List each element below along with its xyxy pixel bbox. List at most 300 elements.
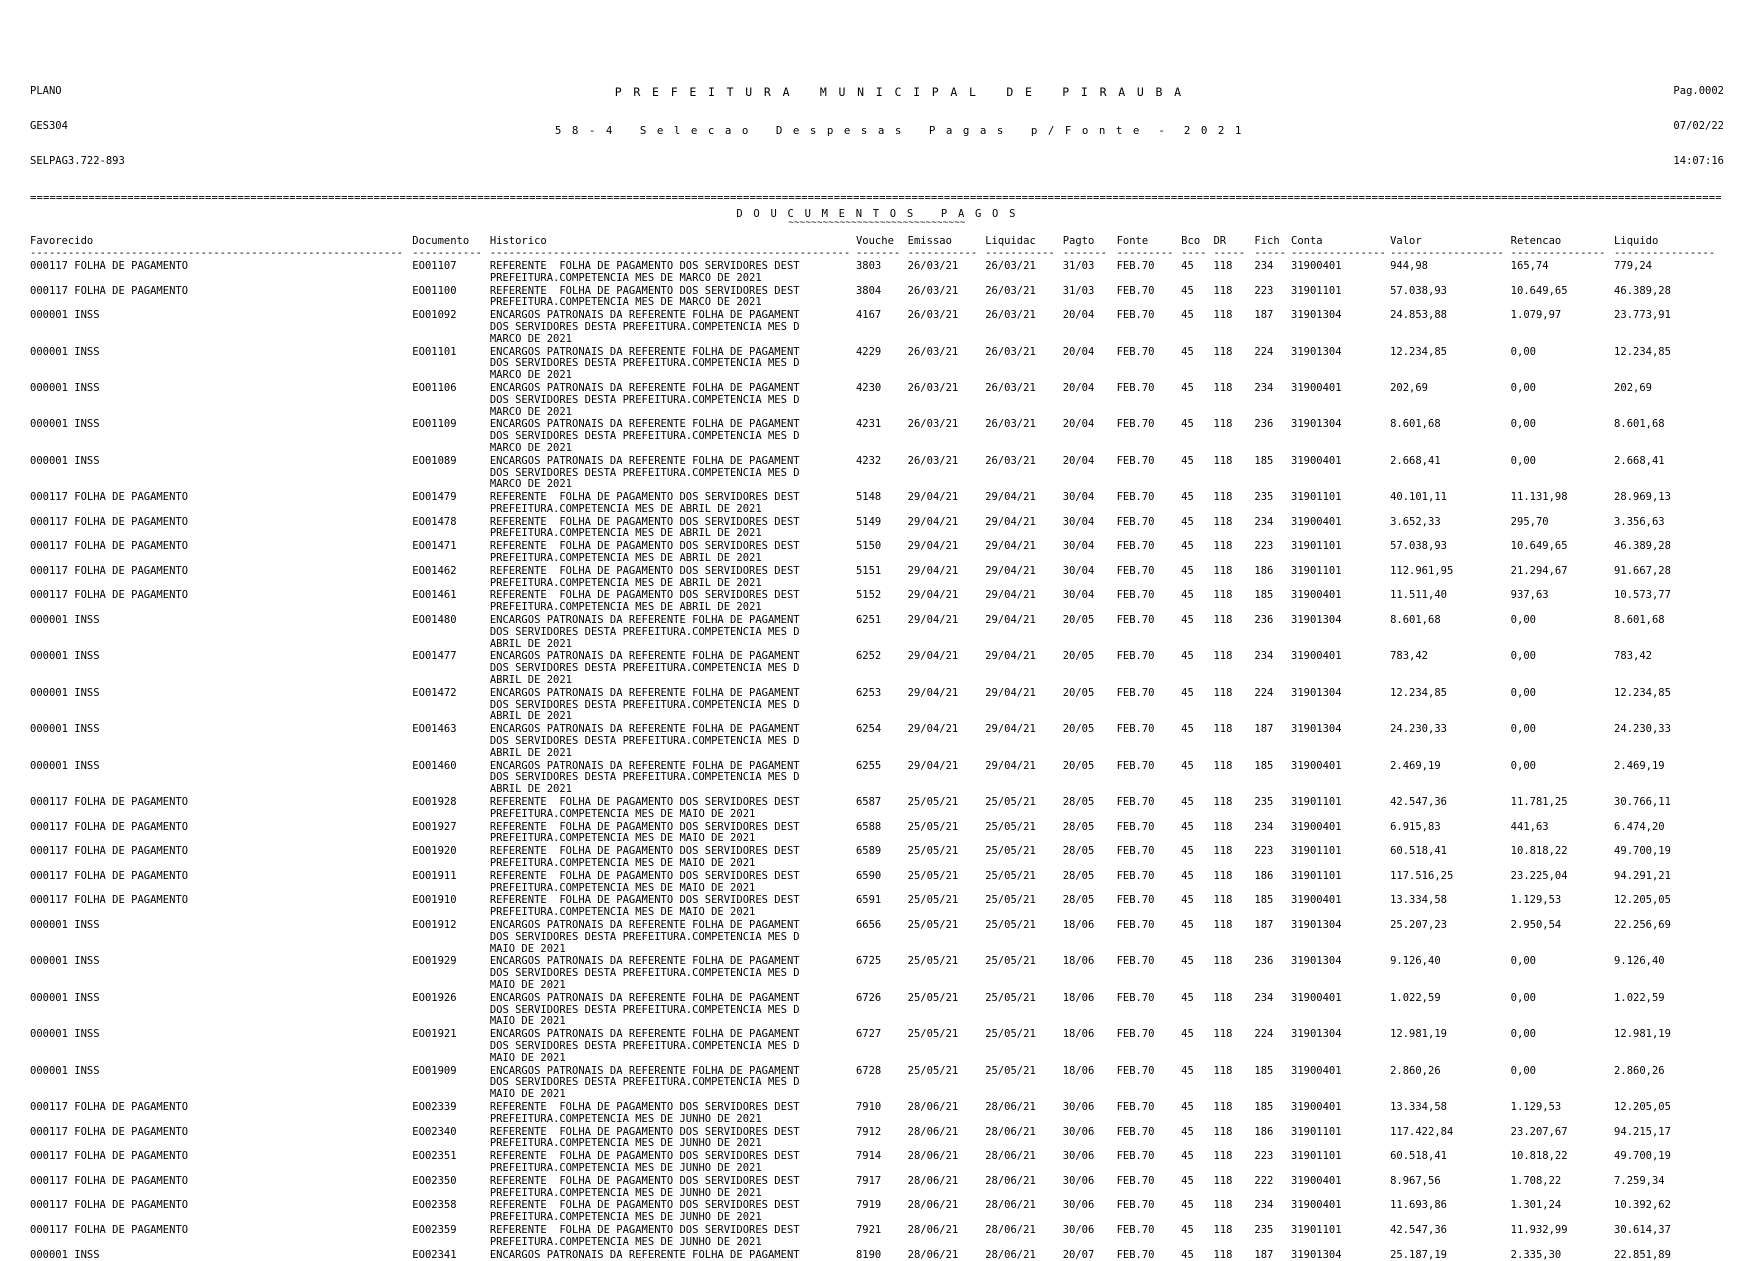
cell-bco: 45 — [1181, 382, 1213, 418]
cell-bco: 45 — [1181, 491, 1213, 516]
cell-bco: 45 — [1181, 1101, 1213, 1126]
cell-conta: 31900401 — [1291, 260, 1390, 285]
cell-historico — [490, 309, 856, 345]
cell-dr: 118 — [1213, 540, 1254, 565]
cell-favorecido: 000117 FOLHA DE PAGAMENTO — [30, 491, 412, 516]
cell-bco: 45 — [1181, 614, 1213, 650]
cell-retencao: 11.131,98 — [1511, 491, 1614, 516]
cell-liquidac: 28/06/21 — [985, 1101, 1063, 1126]
report-code: SELPAG3.722-893 — [30, 156, 125, 168]
cell-favorecido: 000117 FOLHA DE PAGAMENTO — [30, 1101, 412, 1126]
col-header-retencao: Retencao — [1511, 236, 1614, 248]
cell-pagto: 28/05 — [1063, 870, 1117, 895]
cell-bco: 45 — [1181, 565, 1213, 590]
cell-valor: 6.915,83 — [1390, 821, 1511, 846]
header-left-block — [30, 62, 125, 192]
plano-label: PLANO — [30, 86, 125, 98]
cell-historico — [490, 540, 856, 565]
cell-dr: 118 — [1213, 845, 1254, 870]
cell-valor: 944,98 — [1390, 260, 1511, 285]
page-number: Pag.0002 — [1673, 86, 1724, 98]
cell-favorecido: 000117 FOLHA DE PAGAMENTO — [30, 1126, 412, 1151]
historico-line-2: DOS SERVIDORES DESTA PREFEITURA.COMPETENCIA MES D — [490, 663, 856, 675]
cell-vouche: 6255 — [856, 760, 908, 796]
cell-fonte: FEB.70 — [1117, 650, 1182, 686]
cell-retencao: 0,00 — [1511, 650, 1614, 686]
cell-historico — [490, 1150, 856, 1175]
cell-bco: 45 — [1181, 845, 1213, 870]
cell-fich: 234 — [1254, 650, 1291, 686]
cell-documento: EO01100 — [412, 285, 490, 310]
cell-liquido: 49.700,19 — [1614, 1150, 1724, 1175]
cell-historico — [490, 919, 856, 955]
cell-dr: 118 — [1213, 614, 1254, 650]
historico-line-3: MARCO DE 2021 — [490, 370, 856, 382]
header-divider: ===================================================================================================================================================================================================================================================================== — [30, 194, 1724, 203]
cell-documento: EO01463 — [412, 723, 490, 759]
cell-favorecido: 000001 INSS — [30, 687, 412, 723]
cell-emissao: 28/06/21 — [908, 1175, 986, 1200]
cell-conta: 31901101 — [1291, 285, 1390, 310]
dash-fill: ----- — [1254, 248, 1291, 260]
cell-liquidac: 26/03/21 — [985, 260, 1063, 285]
cell-bco: 45 — [1181, 1249, 1213, 1261]
cell-liquido: 24.230,33 — [1614, 723, 1724, 759]
cell-liquido: 8.601,68 — [1614, 418, 1724, 454]
cell-valor: 8.601,68 — [1390, 418, 1511, 454]
cell-favorecido: 000001 INSS — [30, 1028, 412, 1064]
cell-liquidac: 29/04/21 — [985, 614, 1063, 650]
cell-pagto: 28/05 — [1063, 894, 1117, 919]
table-row — [30, 1028, 1724, 1064]
cell-documento: EO01461 — [412, 589, 490, 614]
cell-fich: 185 — [1254, 760, 1291, 796]
program-code: GES304 — [30, 121, 125, 133]
cell-documento: EO01928 — [412, 796, 490, 821]
cell-retencao: 937,63 — [1511, 589, 1614, 614]
cell-documento: EO01479 — [412, 491, 490, 516]
cell-conta: 31900401 — [1291, 821, 1390, 846]
table-row — [30, 418, 1724, 454]
cell-historico — [490, 285, 856, 310]
dash-fill: --------- — [1117, 248, 1182, 260]
cell-conta: 31900401 — [1291, 1065, 1390, 1101]
cell-documento: EO01927 — [412, 821, 490, 846]
cell-dr: 118 — [1213, 1199, 1254, 1224]
historico-line-2: PREFEITURA.COMPETENCIA MES DE JUNHO DE 2021 — [490, 1188, 856, 1200]
table-row — [30, 919, 1724, 955]
historico-line-2: DOS SERVIDORES DESTA PREFEITURA.COMPETENCIA MES D — [490, 932, 856, 944]
cell-bco: 45 — [1181, 760, 1213, 796]
table-row — [30, 260, 1724, 285]
cell-fonte: FEB.70 — [1117, 870, 1182, 895]
cell-documento: EO02341 — [412, 1249, 490, 1261]
cell-vouche: 4230 — [856, 382, 908, 418]
cell-pagto: 30/06 — [1063, 1150, 1117, 1175]
cell-fich: 234 — [1254, 992, 1291, 1028]
cell-emissao: 25/05/21 — [908, 992, 986, 1028]
table-row — [30, 687, 1724, 723]
cell-emissao: 25/05/21 — [908, 821, 986, 846]
cell-retencao: 1.301,24 — [1511, 1199, 1614, 1224]
cell-pagto: 20/04 — [1063, 455, 1117, 491]
cell-fonte: FEB.70 — [1117, 1224, 1182, 1249]
dash-fill: --------------- — [1511, 248, 1614, 260]
cell-vouche: 6588 — [856, 821, 908, 846]
col-header-valor: Valor — [1390, 236, 1511, 248]
table-row — [30, 1065, 1724, 1101]
cell-liquido: 783,42 — [1614, 650, 1724, 686]
cell-conta: 31901101 — [1291, 870, 1390, 895]
historico-line-1: REFERENTE FOLHA DE PAGAMENTO DOS SERVIDORES DEST — [490, 871, 856, 883]
historico-line-3: MAIO DE 2021 — [490, 1089, 856, 1101]
historico-line-1: REFERENTE FOLHA DE PAGAMENTO DOS SERVIDORES DEST — [490, 1151, 856, 1163]
cell-liquido: 10.392,62 — [1614, 1199, 1724, 1224]
cell-vouche: 6590 — [856, 870, 908, 895]
cell-conta: 31901304 — [1291, 955, 1390, 991]
cell-fonte: FEB.70 — [1117, 565, 1182, 590]
cell-conta: 31900401 — [1291, 760, 1390, 796]
cell-vouche: 6726 — [856, 992, 908, 1028]
cell-favorecido: 000117 FOLHA DE PAGAMENTO — [30, 1150, 412, 1175]
cell-liquido: 7.259,34 — [1614, 1175, 1724, 1200]
cell-retencao: 1.079,97 — [1511, 309, 1614, 345]
cell-favorecido: 000001 INSS — [30, 418, 412, 454]
historico-line-1: REFERENTE FOLHA DE PAGAMENTO DOS SERVIDORES DEST — [490, 517, 856, 529]
cell-fonte: FEB.70 — [1117, 346, 1182, 382]
table-row — [30, 894, 1724, 919]
cell-dr: 118 — [1213, 491, 1254, 516]
cell-emissao: 29/04/21 — [908, 687, 986, 723]
cell-vouche: 6589 — [856, 845, 908, 870]
cell-retencao: 23.225,04 — [1511, 870, 1614, 895]
cell-valor: 25.207,23 — [1390, 919, 1511, 955]
cell-liquidac: 25/05/21 — [985, 796, 1063, 821]
historico-line-2: DOS SERVIDORES DESTA PREFEITURA.COMPETENCIA MES D — [490, 700, 856, 712]
cell-dr: 118 — [1213, 455, 1254, 491]
col-header-conta: Conta — [1291, 236, 1390, 248]
cell-emissao: 25/05/21 — [908, 796, 986, 821]
cell-fonte: FEB.70 — [1117, 845, 1182, 870]
cell-valor: 42.547,36 — [1390, 796, 1511, 821]
historico-line-1: ENCARGOS PATRONAIS DA REFERENTE FOLHA DE PAGAMENT — [490, 1029, 856, 1041]
cell-bco: 45 — [1181, 285, 1213, 310]
historico-line-3: MAIO DE 2021 — [490, 1053, 856, 1065]
cell-documento: EO02359 — [412, 1224, 490, 1249]
cell-retencao: 0,00 — [1511, 687, 1614, 723]
cell-favorecido: 000001 INSS — [30, 760, 412, 796]
cell-retencao: 10.818,22 — [1511, 845, 1614, 870]
cell-retencao: 0,00 — [1511, 955, 1614, 991]
cell-fonte: FEB.70 — [1117, 992, 1182, 1028]
cell-historico — [490, 760, 856, 796]
cell-fonte: FEB.70 — [1117, 796, 1182, 821]
table-row — [30, 955, 1724, 991]
cell-valor: 1.022,59 — [1390, 992, 1511, 1028]
cell-valor: 112.961,95 — [1390, 565, 1511, 590]
cell-favorecido: 000001 INSS — [30, 955, 412, 991]
col-header-vouche: Vouche — [856, 236, 908, 248]
cell-pagto: 18/06 — [1063, 955, 1117, 991]
table-row — [30, 1199, 1724, 1224]
table-row — [30, 540, 1724, 565]
cell-liquidac: 28/06/21 — [985, 1175, 1063, 1200]
cell-fich: 224 — [1254, 1028, 1291, 1064]
section-heading: D O U C U M E N T O S P A G O S — [30, 209, 1724, 221]
cell-retencao: 23.207,67 — [1511, 1126, 1614, 1151]
cell-dr: 118 — [1213, 894, 1254, 919]
cell-liquido: 49.700,19 — [1614, 845, 1724, 870]
col-header-dr: DR — [1213, 236, 1254, 248]
cell-dr: 118 — [1213, 919, 1254, 955]
cell-documento: EO01920 — [412, 845, 490, 870]
table-row — [30, 614, 1724, 650]
historico-line-2: DOS SERVIDORES DESTA PREFEITURA.COMPETENCIA MES D — [490, 1005, 856, 1017]
cell-valor: 2.668,41 — [1390, 455, 1511, 491]
cell-valor: 202,69 — [1390, 382, 1511, 418]
cell-valor: 24.853,88 — [1390, 309, 1511, 345]
cell-emissao: 29/04/21 — [908, 723, 986, 759]
cell-documento: EO01106 — [412, 382, 490, 418]
cell-dr: 118 — [1213, 1126, 1254, 1151]
historico-line-1: ENCARGOS PATRONAIS DA REFERENTE FOLHA DE PAGAMENT — [490, 383, 856, 395]
cell-bco: 45 — [1181, 516, 1213, 541]
cell-fich: 235 — [1254, 796, 1291, 821]
historico-line-1: ENCARGOS PATRONAIS DA REFERENTE FOLHA DE PAGAMENT — [490, 920, 856, 932]
cell-liquido: 94.215,17 — [1614, 1126, 1724, 1151]
cell-emissao: 29/04/21 — [908, 491, 986, 516]
cell-bco: 45 — [1181, 418, 1213, 454]
historico-line-1: REFERENTE FOLHA DE PAGAMENTO DOS SERVIDORES DEST — [490, 1102, 856, 1114]
cell-pagto: 28/05 — [1063, 821, 1117, 846]
dash-fill: ----------- — [908, 248, 986, 260]
cell-fonte: FEB.70 — [1117, 309, 1182, 345]
cell-liquidac: 25/05/21 — [985, 955, 1063, 991]
cell-liquido: 3.356,63 — [1614, 516, 1724, 541]
dash-fill: --------------- — [1291, 248, 1390, 260]
cell-historico — [490, 589, 856, 614]
table-header-row — [30, 236, 1724, 248]
table-row — [30, 516, 1724, 541]
cell-retencao: 0,00 — [1511, 382, 1614, 418]
cell-bco: 45 — [1181, 1065, 1213, 1101]
cell-liquidac: 25/05/21 — [985, 845, 1063, 870]
cell-liquido: 1.022,59 — [1614, 992, 1724, 1028]
cell-valor: 57.038,93 — [1390, 285, 1511, 310]
cell-fich: 222 — [1254, 1175, 1291, 1200]
cell-pagto: 18/06 — [1063, 1065, 1117, 1101]
cell-dr: 118 — [1213, 796, 1254, 821]
cell-pagto: 28/05 — [1063, 845, 1117, 870]
cell-emissao: 26/03/21 — [908, 285, 986, 310]
cell-dr: 118 — [1213, 1224, 1254, 1249]
cell-liquidac: 26/03/21 — [985, 418, 1063, 454]
cell-vouche: 6587 — [856, 796, 908, 821]
cell-documento: EO01107 — [412, 260, 490, 285]
cell-vouche: 3803 — [856, 260, 908, 285]
cell-liquido: 30.766,11 — [1614, 796, 1724, 821]
cell-documento: EO01912 — [412, 919, 490, 955]
cell-dr: 118 — [1213, 1150, 1254, 1175]
cell-retencao: 1.129,53 — [1511, 894, 1614, 919]
cell-retencao: 10.649,65 — [1511, 540, 1614, 565]
cell-liquidac: 26/03/21 — [985, 285, 1063, 310]
cell-historico — [490, 491, 856, 516]
cell-conta: 31901304 — [1291, 687, 1390, 723]
cell-documento: EO02340 — [412, 1126, 490, 1151]
cell-vouche: 6252 — [856, 650, 908, 686]
historico-line-1: REFERENTE FOLHA DE PAGAMENTO DOS SERVIDORES DEST — [490, 566, 856, 578]
cell-documento: EO01471 — [412, 540, 490, 565]
cell-emissao: 25/05/21 — [908, 1065, 986, 1101]
cell-liquidac: 26/03/21 — [985, 455, 1063, 491]
cell-documento: EO01460 — [412, 760, 490, 796]
cell-emissao: 29/04/21 — [908, 565, 986, 590]
cell-retencao: 2.950,54 — [1511, 919, 1614, 955]
historico-line-1: REFERENTE FOLHA DE PAGAMENTO DOS SERVIDORES DEST — [490, 492, 856, 504]
cell-pagto: 31/03 — [1063, 260, 1117, 285]
historico-line-2: PREFEITURA.COMPETENCIA MES DE JUNHO DE 2021 — [490, 1163, 856, 1175]
cell-dr: 118 — [1213, 382, 1254, 418]
cell-valor: 8.601,68 — [1390, 614, 1511, 650]
cell-conta: 31901304 — [1291, 919, 1390, 955]
cell-emissao: 26/03/21 — [908, 346, 986, 382]
cell-historico — [490, 614, 856, 650]
cell-liquidac: 25/05/21 — [985, 992, 1063, 1028]
cell-conta: 31901101 — [1291, 540, 1390, 565]
cell-vouche: 6254 — [856, 723, 908, 759]
historico-line-2: PREFEITURA.COMPETENCIA MES DE JUNHO DE 2021 — [490, 1138, 856, 1150]
cell-fich: 223 — [1254, 845, 1291, 870]
cell-valor: 9.126,40 — [1390, 955, 1511, 991]
report-title: 5 8 - 4 S e l e c a o D e s p e s a s P a g a s p / F o n t e - 2 0 2 1 — [165, 124, 1634, 137]
cell-retencao: 11.932,99 — [1511, 1224, 1614, 1249]
cell-bco: 45 — [1181, 821, 1213, 846]
historico-line-2: DOS SERVIDORES DESTA PREFEITURA.COMPETENCIA MES D — [490, 431, 856, 443]
cell-fich: 187 — [1254, 919, 1291, 955]
cell-emissao: 28/06/21 — [908, 1199, 986, 1224]
cell-vouche: 5149 — [856, 516, 908, 541]
historico-line-3: ABRIL DE 2021 — [490, 784, 856, 796]
cell-favorecido: 000001 INSS — [30, 723, 412, 759]
cell-historico — [490, 455, 856, 491]
table-row — [30, 565, 1724, 590]
cell-dr: 118 — [1213, 1101, 1254, 1126]
cell-favorecido: 000117 FOLHA DE PAGAMENTO — [30, 565, 412, 590]
historico-line-3: MARCO DE 2021 — [490, 479, 856, 491]
cell-conta: 31901101 — [1291, 565, 1390, 590]
cell-pagto: 20/05 — [1063, 760, 1117, 796]
table-body — [30, 260, 1724, 1261]
cell-liquido: 91.667,28 — [1614, 565, 1724, 590]
historico-line-2: DOS SERVIDORES DESTA PREFEITURA.COMPETENCIA MES D — [490, 736, 856, 748]
cell-favorecido: 000117 FOLHA DE PAGAMENTO — [30, 796, 412, 821]
cell-fonte: FEB.70 — [1117, 821, 1182, 846]
cell-documento: EO02358 — [412, 1199, 490, 1224]
cell-fich: 187 — [1254, 1249, 1291, 1261]
cell-pagto: 30/04 — [1063, 540, 1117, 565]
cell-bco: 45 — [1181, 687, 1213, 723]
cell-pagto: 18/06 — [1063, 919, 1117, 955]
cell-conta: 31900401 — [1291, 992, 1390, 1028]
cell-fonte: FEB.70 — [1117, 919, 1182, 955]
table-row — [30, 760, 1724, 796]
cell-valor: 11.693,86 — [1390, 1199, 1511, 1224]
cell-conta: 31900401 — [1291, 1199, 1390, 1224]
report-header — [30, 62, 1724, 192]
cell-fich: 234 — [1254, 821, 1291, 846]
historico-line-1: REFERENTE FOLHA DE PAGAMENTO DOS SERVIDORES DEST — [490, 1176, 856, 1188]
cell-valor: 13.334,58 — [1390, 894, 1511, 919]
cell-vouche: 7919 — [856, 1199, 908, 1224]
cell-vouche: 5152 — [856, 589, 908, 614]
table-row — [30, 821, 1724, 846]
historico-line-1: ENCARGOS PATRONAIS DA REFERENTE FOLHA DE PAGAMENT — [490, 456, 856, 468]
cell-retencao: 11.781,25 — [1511, 796, 1614, 821]
cell-historico — [490, 565, 856, 590]
cell-liquidac: 28/06/21 — [985, 1249, 1063, 1261]
cell-fich: 236 — [1254, 418, 1291, 454]
cell-emissao: 26/03/21 — [908, 260, 986, 285]
cell-valor: 2.469,19 — [1390, 760, 1511, 796]
historico-line-1: REFERENTE FOLHA DE PAGAMENTO DOS SERVIDORES DEST — [490, 541, 856, 553]
dash-fill: ------- — [1063, 248, 1117, 260]
cell-emissao: 26/03/21 — [908, 382, 986, 418]
col-header-historico: Historico — [490, 236, 856, 248]
cell-conta: 31901101 — [1291, 1150, 1390, 1175]
cell-dr: 118 — [1213, 870, 1254, 895]
table-header — [30, 236, 1724, 260]
cell-emissao: 29/04/21 — [908, 650, 986, 686]
cell-retencao: 295,70 — [1511, 516, 1614, 541]
cell-bco: 45 — [1181, 260, 1213, 285]
cell-documento: EO02339 — [412, 1101, 490, 1126]
cell-liquido: 94.291,21 — [1614, 870, 1724, 895]
cell-fich: 185 — [1254, 455, 1291, 491]
col-header-liquido: Liquido — [1614, 236, 1724, 248]
cell-liquido: 9.126,40 — [1614, 955, 1724, 991]
historico-line-2: PREFEITURA.COMPETENCIA MES DE MAIO DE 2021 — [490, 858, 856, 870]
table-row — [30, 1150, 1724, 1175]
cell-pagto: 20/07 — [1063, 1249, 1117, 1261]
cell-emissao: 25/05/21 — [908, 919, 986, 955]
historico-line-3: ABRIL DE 2021 — [490, 639, 856, 651]
cell-retencao: 165,74 — [1511, 260, 1614, 285]
cell-pagto: 28/05 — [1063, 796, 1117, 821]
cell-favorecido: 000117 FOLHA DE PAGAMENTO — [30, 260, 412, 285]
cell-liquidac: 28/06/21 — [985, 1199, 1063, 1224]
historico-line-1: ENCARGOS PATRONAIS DA REFERENTE FOLHA DE PAGAMENT — [490, 615, 856, 627]
cell-retencao: 0,00 — [1511, 455, 1614, 491]
cell-vouche: 4232 — [856, 455, 908, 491]
cell-retencao: 0,00 — [1511, 992, 1614, 1028]
cell-fich: 185 — [1254, 1101, 1291, 1126]
cell-favorecido: 000117 FOLHA DE PAGAMENTO — [30, 1199, 412, 1224]
historico-line-2: DOS SERVIDORES DESTA PREFEITURA.COMPETENCIA MES D — [490, 1077, 856, 1089]
historico-line-1: ENCARGOS PATRONAIS DA REFERENTE FOLHA DE PAGAMENT — [490, 688, 856, 700]
cell-liquidac: 29/04/21 — [985, 760, 1063, 796]
historico-line-2: DOS SERVIDORES DESTA PREFEITURA.COMPETENCIA MES D — [490, 468, 856, 480]
historico-line-2: DOS SERVIDORES DESTA PREFEITURA.COMPETENCIA MES D — [490, 1041, 856, 1053]
cell-fich: 186 — [1254, 870, 1291, 895]
historico-line-2: PREFEITURA.COMPETENCIA MES DE ABRIL DE 2021 — [490, 602, 856, 614]
cell-historico — [490, 821, 856, 846]
cell-historico — [490, 1199, 856, 1224]
cell-valor: 783,42 — [1390, 650, 1511, 686]
cell-conta: 31900401 — [1291, 1175, 1390, 1200]
cell-emissao: 28/06/21 — [908, 1224, 986, 1249]
cell-dr: 118 — [1213, 589, 1254, 614]
